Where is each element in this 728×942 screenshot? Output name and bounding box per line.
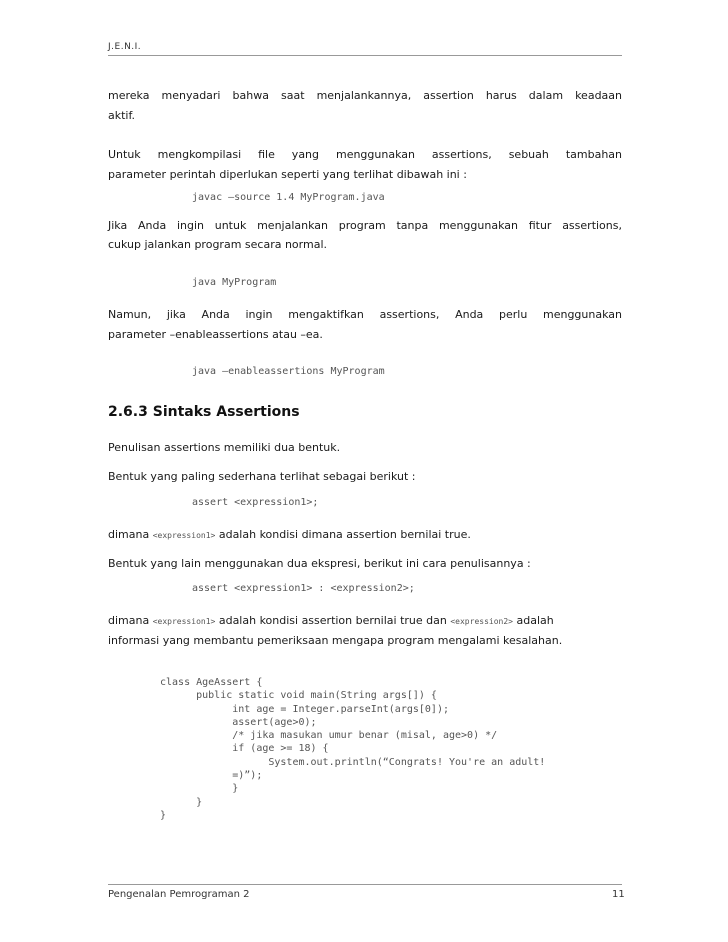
paragraph-4-line-1: Namun, jika Anda ingin mengaktifkan assertions, Anda perlu menggunakan <box>108 308 622 321</box>
paragraph-7-code: <expression1> <box>152 531 216 540</box>
paragraph-9-line-1 <box>108 611 622 632</box>
footer-title: Pengenalan Pemrograman 2 <box>108 889 250 900</box>
paragraph-3-line-1: Jika Anda ingin untuk menjalankan program tanpa menggunakan fitur assertions, <box>108 219 622 232</box>
paragraph-1-line-2: aktif. <box>108 109 136 122</box>
code-block-ageassert: class AgeAssert { public static void main(String args[]) { int age = Integer.parseInt(args[0]); assert(age>0); /* jika masukan umur benar (misal, age>0) */ if (age >= 18) { System.out.println(“Congrats! You're an adult! =)”); } } } <box>160 677 546 821</box>
paragraph-7 <box>108 525 622 546</box>
paragraph-9-code-2: <expression2> <box>450 617 513 626</box>
footer-rule <box>108 884 622 885</box>
header-rule <box>108 55 622 56</box>
section-heading: 2.6.3 Sintaks Assertions <box>108 404 300 420</box>
paragraph-5: Penulisan assertions memiliki dua bentuk. <box>108 441 341 454</box>
code-java-enable: java –enableassertions MyProgram <box>192 366 385 377</box>
paragraph-6: Bentuk yang paling sederhana terlihat sebagai berikut : <box>108 470 416 483</box>
paragraph-3-line-2: cukup jalankan program secara normal. <box>108 238 327 251</box>
code-assert-simple: assert <expression1>; <box>192 497 319 508</box>
paragraph-2-line-1: Untuk mengkompilasi file yang menggunakan assertions, sebuah tambahan <box>108 148 622 161</box>
paragraph-9-mid: adalah kondisi assertion bernilai true dan <box>215 614 451 627</box>
paragraph-9-end: adalah <box>512 614 554 627</box>
paragraph-2-line-2: parameter perintah diperlukan seperti yang terlihat dibawah ini : <box>108 168 467 181</box>
paragraph-9-line-2: informasi yang membantu pemeriksaan mengapa program mengalami kesalahan. <box>108 634 563 647</box>
header-title: J.E.N.I. <box>108 42 142 52</box>
code-javac: javac –source 1.4 MyProgram.java <box>192 192 385 203</box>
code-assert-two: assert <expression1> : <expression2>; <box>192 583 415 594</box>
paragraph-7-end: adalah kondisi dimana assertion bernilai true. <box>215 528 471 541</box>
paragraph-4-line-2: parameter –enableassertions atau –ea. <box>108 328 323 341</box>
paragraph-7-start: dimana <box>108 528 153 541</box>
code-java-run: java MyProgram <box>192 277 277 288</box>
paragraph-1-line-1: mereka menyadari bahwa saat menjalankannya, assertion harus dalam keadaan <box>108 89 622 102</box>
paragraph-9-code-1: <expression1> <box>152 617 216 626</box>
page-number: 11 <box>612 889 625 900</box>
paragraph-9-start: dimana <box>108 614 153 627</box>
paragraph-8: Bentuk yang lain menggunakan dua ekspresi, berikut ini cara penulisannya : <box>108 557 531 570</box>
